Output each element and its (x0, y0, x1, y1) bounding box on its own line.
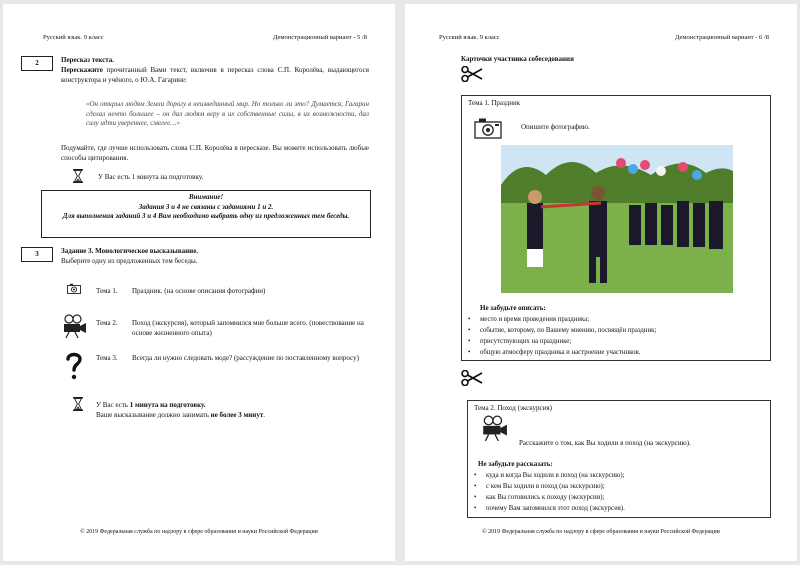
notice-title: Внимание! (188, 193, 224, 201)
camera-icon (474, 117, 502, 144)
page-6 (405, 4, 797, 561)
footer: © 2019 Федеральная служба по надзору в сфере образования и науки Российской Федерации (80, 529, 318, 535)
header-variant: Демонстрационный вариант - 6 /8 (675, 34, 769, 41)
list-item: • место и время проведения праздника; (466, 314, 766, 325)
card2-list (472, 470, 768, 514)
scissors-icon (461, 66, 483, 87)
card2-title: Тема 2. Поход (экскурсия) (474, 404, 552, 412)
hourglass-icon (73, 397, 83, 416)
header-subject: Русский язык. 9 класс (439, 34, 500, 41)
question-mark-icon (65, 351, 83, 386)
task2-instruction-rest: прочитанный Вами текст, включив в пересказ слова С.П. Королёва, выдающегося конструктора и учёного, о Ю.А. Гагарине: (61, 66, 369, 84)
camera-icon (67, 281, 81, 299)
list-item: • присутствующих на празднике; (466, 336, 766, 347)
topic1-label: Тема 1. (96, 287, 118, 295)
topic3-text: Всегда ли нужно следовать моде? (рассуждение по поставленному вопросу) (132, 354, 359, 362)
header-subject: Русский язык. 9 класс (43, 34, 104, 41)
task3-prep-prefix: У Вас есть (96, 401, 130, 409)
task3-subtitle: Выберите одну из предложенных тем беседы. (61, 257, 198, 265)
topic3-label: Тема 3. (96, 354, 118, 362)
list-item: • почему Вам запомнился этот поход (экскурсия). (472, 503, 768, 514)
header-variant: Демонстрационный вариант - 5 /8 (273, 34, 367, 41)
topic2-label: Тема 2. (96, 319, 118, 327)
footer: © 2019 Федеральная служба по надзору в сфере образования и науки Российской Федерации (482, 529, 720, 535)
topic1-text: Праздник. (на основе описания фотографии) (132, 287, 266, 295)
task3-title: Задание 3. Монологическое высказывание. (61, 247, 199, 255)
task3-limit-prefix: Ваше высказывание должно занимать (96, 411, 211, 419)
card2-prompt: Расскажите о том, как Вы ходили в поход (на экскурсию). (519, 439, 691, 447)
film-projector-icon (480, 415, 508, 446)
notice-line1: Задания 3 и 4 не связаны с заданиями 1 и 2. (138, 202, 274, 211)
task-number-2: 2 (21, 56, 53, 71)
film-projector-icon (61, 314, 87, 343)
task-number-3: 3 (21, 247, 53, 262)
task2-instruction (61, 66, 369, 85)
list-item: • как Вы готовились к походу (экскурсии); (472, 492, 768, 503)
page-5 (3, 4, 395, 561)
card1-title: Тема 1. Праздник (468, 99, 521, 107)
list-item: • событие, которому, по Вашему мнению, посвящён праздник; (466, 325, 766, 336)
list-item: • куда и когда Вы ходили в поход (на экскурсию); (472, 470, 768, 481)
card-topic-2 (467, 400, 771, 518)
card2-remember: Не забудьте рассказать: (478, 460, 553, 468)
task3-limit (96, 411, 265, 421)
card1-prompt: Опишите фотографию. (521, 123, 590, 131)
scissors-icon (461, 370, 483, 391)
task3-prep (96, 401, 206, 411)
celebration-photo (501, 145, 733, 293)
cards-title: Карточки участника собеседования (461, 55, 574, 63)
task2-think: Подумайте, где лучше использовать слова С.П. Королёва в пересказе. Вы можете использовать любые способы цитирования. (61, 144, 369, 162)
card1-remember: Не забудьте описать: (480, 304, 546, 312)
topic2-text: Поход (экскурсия), который запомнился мне больше всего. (повествование на основе жизненного опыта) (132, 319, 364, 337)
gagarin-quote: «Он открыл людям Земли дорогу в неизведанный мир. Но только ли это? Думается, Гагарин сделал нечто большее – он дал людям веру в их собственные силы, в их возможности, дал силу идти увереннее, смелее…» (86, 100, 369, 127)
list-item: • общую атмосферу праздника и настроение участников. (466, 347, 766, 358)
card-topic-1 (461, 95, 771, 361)
task2-instruction-bold: Перескажите (61, 66, 103, 74)
task3-limit-suffix: . (263, 411, 266, 419)
task2-prep: У Вас есть 1 минута на подготовку. (98, 173, 204, 181)
list-item: • с кем Вы ходили в поход (на экскурсию); (472, 481, 768, 492)
task3-prep-bold: 1 минута на подготовку. (129, 401, 206, 409)
task3-limit-bold: не более 3 минут (210, 411, 264, 419)
task2-title: Пересказ текста. (61, 56, 115, 64)
notice-box (41, 190, 371, 238)
hourglass-icon (73, 169, 83, 188)
notice-line2: Для выполнения заданий 3 и 4 Вам необходимо выбрать одну из предложенных тем беседы. (62, 212, 350, 220)
card1-list (466, 314, 766, 358)
